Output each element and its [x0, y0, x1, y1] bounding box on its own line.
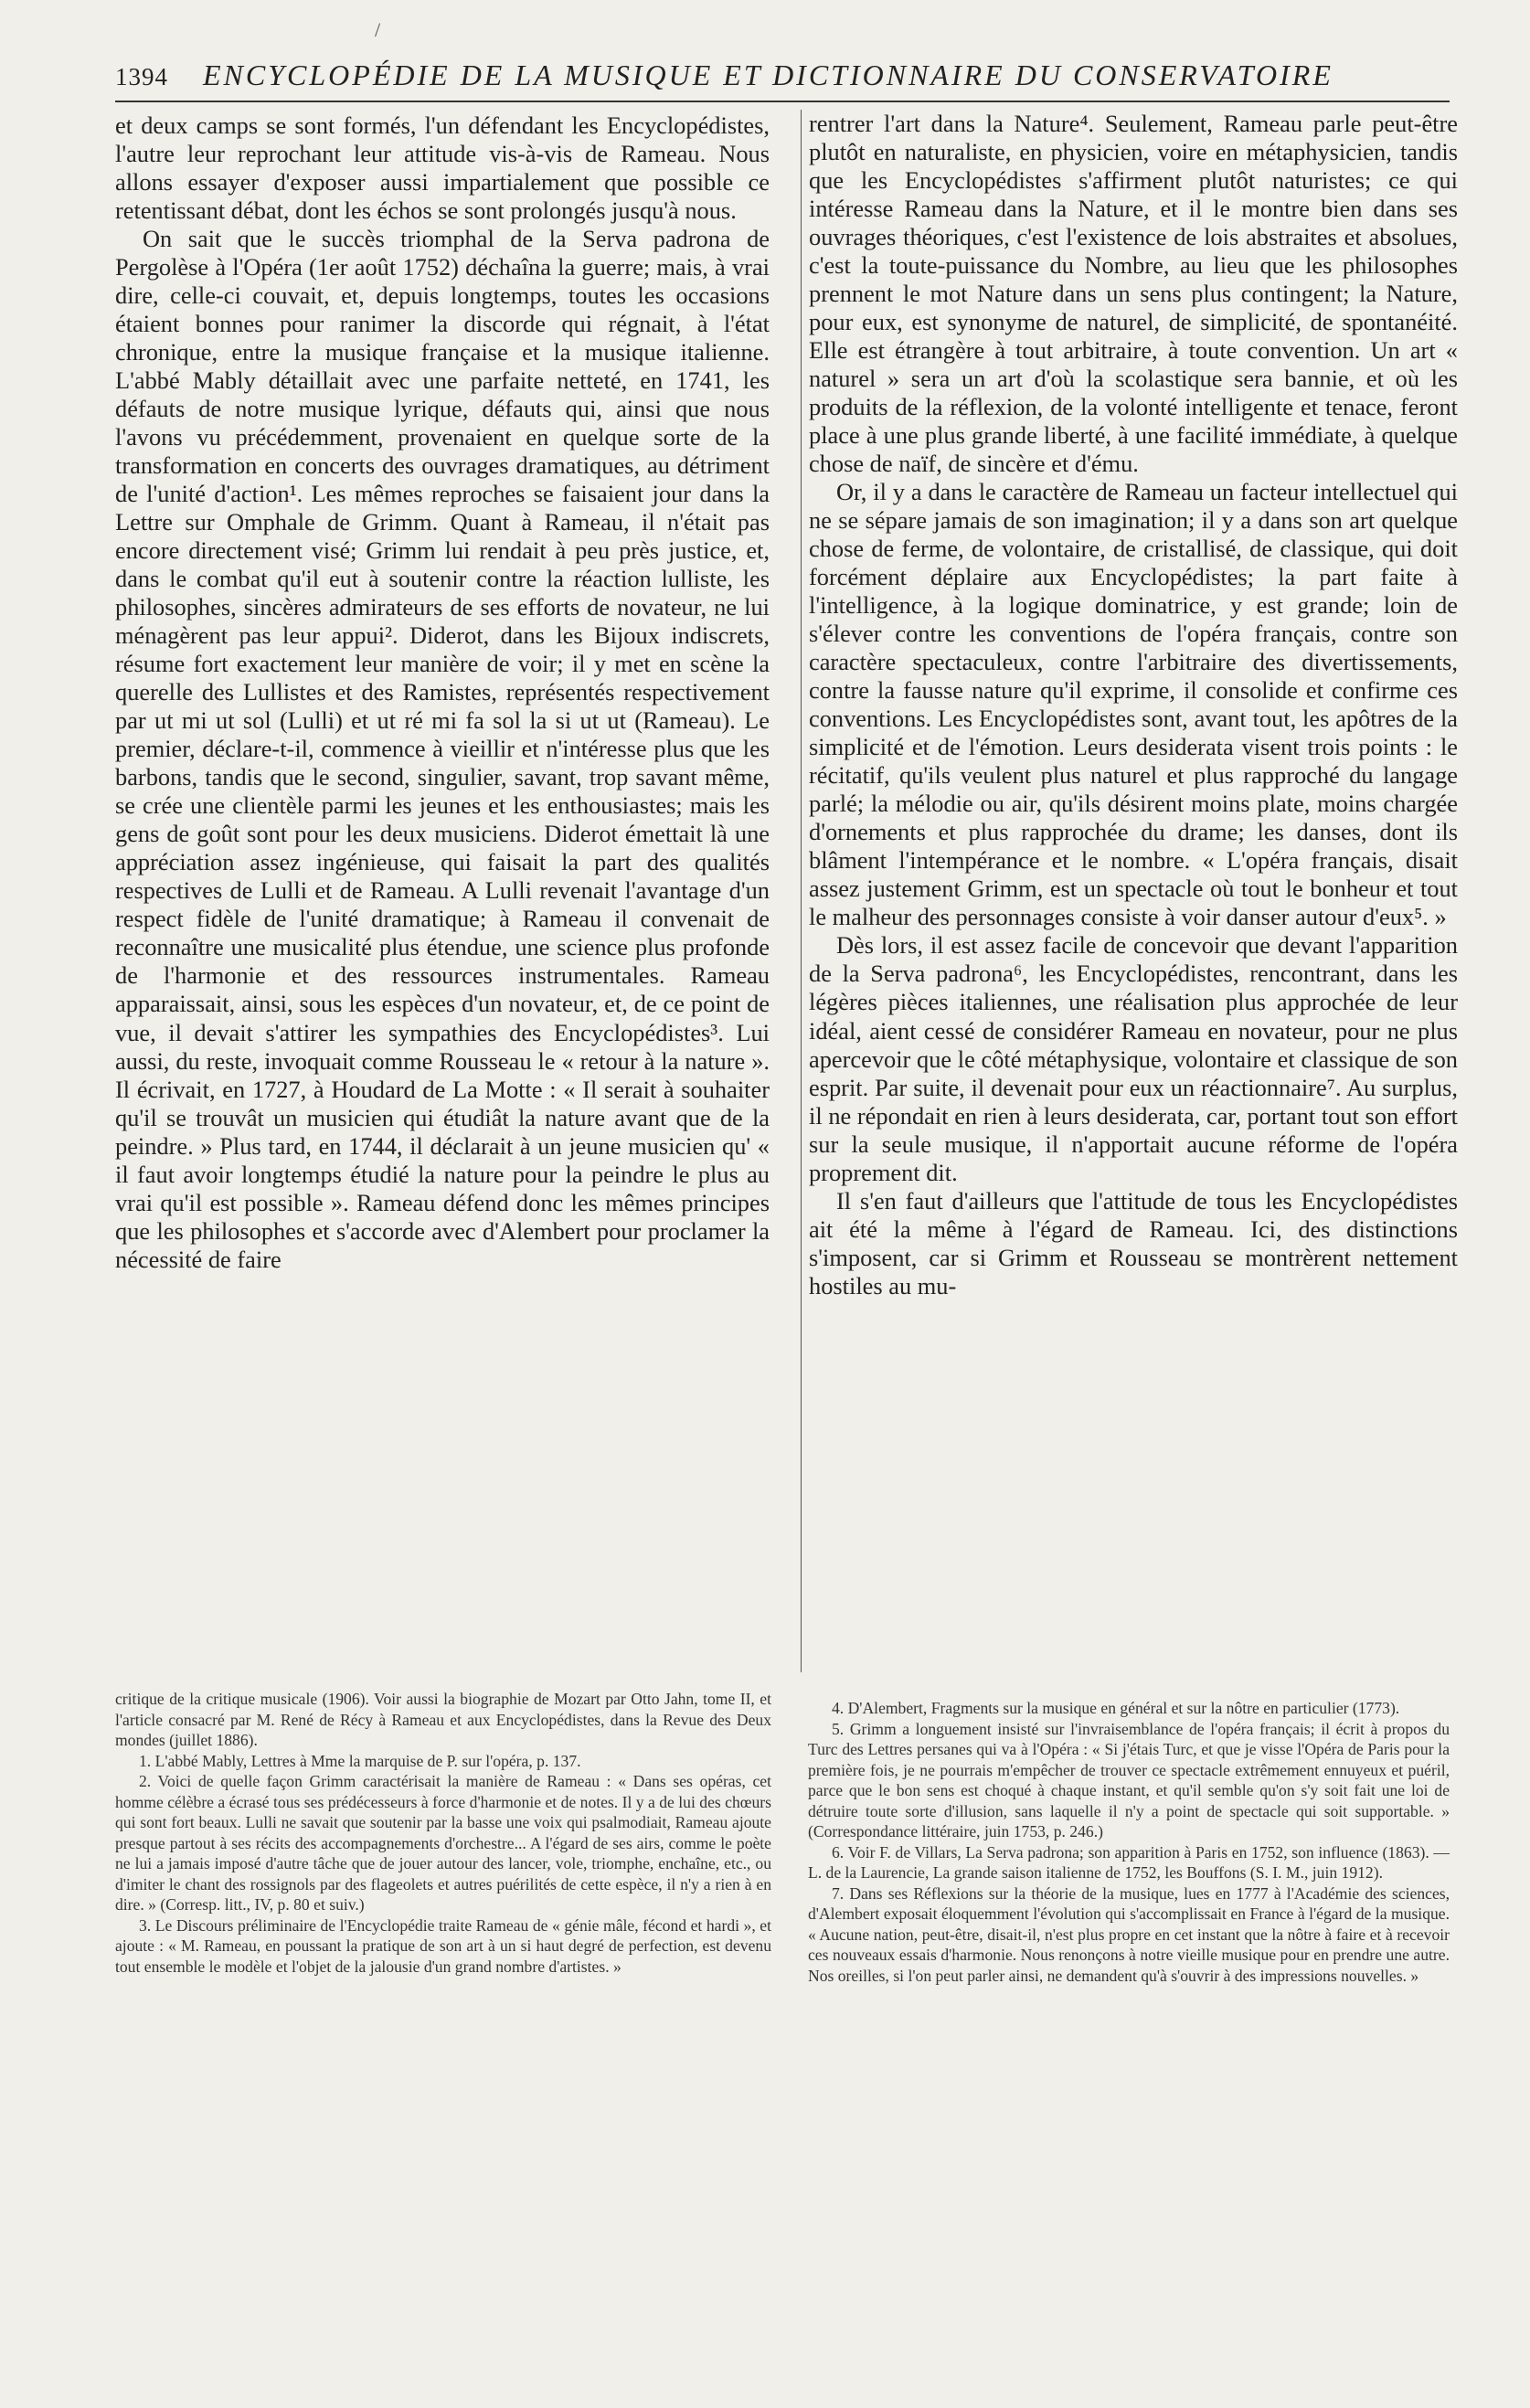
right-paragraph-4: Il s'en faut d'ailleurs que l'attitude de tous les Encyclopédistes ait été la même à l'égard de Rameau. Ici, des distinctions s'imposent, car si Grimm et Rousseau se montrèrent nettement hostiles au mu- [809, 1186, 1458, 1299]
left-column [115, 111, 770, 1274]
footnote-7: 7. Dans ses Réflexions sur la théorie de la musique, lues en 1777 à l'Académie des sciences, d'Alembert exposait éloquemment l'évolution qui s'accomplissait en France à l'égard de la musique. « Aucune nation, peut-être, disait-il, n'est plus propre en cet instant que la nôtre à faire et à recevoir ces nouveaux essais d'harmonie. Nous renonçons à notre vieille musique pour en prendre une autre. Nos oreilles, si l'on peut parler ainsi, ne demandent qu'à s'ouvrir à des impressions nouvelles. » [808, 1883, 1450, 1985]
page-number: 1394 [115, 63, 168, 90]
footnote-3: 3. Le Discours préliminaire de l'Encyclopédie traite Rameau de « génie mâle, fécond et hardi », et ajoute : « M. Rameau, en poussant la pratique de son art à un si haut degré de perfection, est devenu tout ensemble le modèle et l'objet de la jalousie d'un grand nombre d'artistes. » [115, 1915, 771, 1976]
running-title: ENCYCLOPÉDIE DE LA MUSIQUE ET DICTIONNAIRE DU CONSERVATOIRE [203, 58, 1333, 91]
top-mark: / [375, 18, 381, 41]
footnote-6: 6. Voir F. de Villars, La Serva padrona; son apparition à Paris en 1752, son influence (1863). — L. de la Laurencie, La grande saison italienne de 1752, les Bouffons (S. I. M., juin 1912). [808, 1842, 1450, 1883]
footnote-4: 4. D'Alembert, Fragments sur la musique en général et sur la nôtre en particulier (1773). [832, 1699, 1400, 1717]
footnote-2: 2. Voici de quelle façon Grimm caractérisait la manière de Rameau : « Dans ses opéras, cet homme célèbre a écrasé tous ses prédécesseurs à force d'harmonie et de notes. Il y a de lui des chœurs qui sont fort beaux. Lulli ne savait que soutenir par la basse une voix qui psalmodiait, Rameau ajoute presque partout à ses récits des accompagnements d'orchestre... A l'égard de ses airs, comme le poète ne lui a jamais imposé d'autre tâche que de jouer autour des lancer, vole, triomphe, enchaîne, etc., ou d'imiter le chant des rossignols par des flageolets et autres puérilités de cette espèce, il n'y a rien à en dire. » (Corresp. litt., IV, p. 80 et suiv.) [115, 1772, 771, 1915]
right-column [801, 110, 1458, 1672]
right-paragraph-1: rentrer l'art dans la Nature⁴. Seulement, Rameau parle peut-être plutôt en naturaliste, en physicien, voire en métaphysicien, tandis que les Encyclopédistes s'affirment plutôt naturistes; ce qui intéresse Rameau dans la Nature, et il le montre bien dans ses ouvrages théoriques, c'est l'existence de lois abstraites et absolues, c'est la toute-puissance du Nombre, au lieu que les philosophes prennent le mot Nature dans un sens plus contingent; la Nature, pour eux, est synonyme de naturel, de simplicité, de spontanéité. Elle est étrangère à tout arbitraire, à toute convention. Un art « naturel » sera un art d'où la scolastique sera bannie, et où les produits de la réflexion, de la volonté intelligente et tenace, feront place à une plus grande liberté, à une facilité immédiate, à quelque chose de naïf, de sincère et d'ému. [809, 110, 1458, 478]
right-paragraph-2: Or, il y a dans le caractère de Rameau un facteur intellectuel qui ne se sépare jamais de son imagination; il y a dans son art quelque chose de ferme, de volontaire, de cristallisé, de classique, qui doit forcément déplaire aux Encyclopédistes; la part faite à l'intelligence, à la logique dominatrice, y est grande; loin de s'élever contre les conventions de l'opéra français, contre son caractère spectaculeux, contre l'arbitraire des divertissements, contre la fausse nature qu'il exprime, il consolide et confirme ces conventions. Les Encyclopédistes sont, avant tout, les apôtres de la simplicité et de l'émotion. Leurs desiderata visent trois points : le récitatif, qu'ils veulent plus naturel et plus rapproché du langage parlé; la mélodie ou air, qu'ils désirent moins plate, moins chargée d'ornements et plus rapprochée du drame; les danses, dont ils blâment l'intempérance et le nombre. « L'opéra français, disait assez justement Grimm, est un spectacle où tout le bonheur et tout le malheur des personnages consiste à voir danser autour d'eux⁵. » [809, 478, 1458, 931]
right-paragraph-3: Dès lors, il est assez facile de concevoir que devant l'apparition de la Serva padrona⁶, les Encyclopédistes, rencontrant, dans les légères pièces italiennes, une réalisation plus approchée de leur idéal, aient cessé de considérer Rameau en novateur, pour ne plus apercevoir que le côté métaphysique, volontaire et classique de son esprit. Par suite, il devenait pour eux un réactionnaire⁷. Au surplus, il ne répondait en rien à leurs desiderata, car, portant tout son effort sur la seule musique, il n'apportait aucune réforme de l'opéra proprement dit. [809, 931, 1458, 1186]
footnote-1: 1. L'abbé Mably, Lettres à Mme la marquise de P. sur l'opéra, p. 137. [139, 1751, 581, 1770]
right-footnotes [808, 1698, 1450, 1986]
left-footnotes [115, 1689, 771, 1977]
footnote-continuation: critique de la critique musicale (1906). Voir aussi la biographie de Mozart par Otto Jahn, tome II, et l'article consacré par M. René de Récy à Rameau et aux Encyclopédistes, dans la Revue des Deux mondes (juillet 1886). [115, 1690, 771, 1750]
left-paragraph-2: On sait que le succès triomphal de la Serva padrona de Pergolèse à l'Opéra (1er août 1752) déchaîna la guerre; mais, à vrai dire, celle-ci couvait, et, depuis longtemps, toutes les occasions étaient bonnes pour ranimer la discorde qui régnait, à l'état chronique, entre la musique française et la musique italienne. L'abbé Mably détaillait avec une parfaite netteté, en 1741, les défauts de notre musique lyrique, défauts qui, ainsi que nous l'avons vu précédemment, provenaient en quelque sorte de la transformation en concerts des ouvrages dramatiques, au détriment de l'unité d'action¹. Les mêmes reproches se faisaient jour dans la Lettre sur Omphale de Grimm. Quant à Rameau, il n'était pas encore directement visé; Grimm lui rendait à peu près justice, et, dans le combat qu'il eut à soutenir contre la réaction lulliste, les philosophes, sincères admirateurs de ses efforts de novateur, ne lui ménagèrent pas leur appui². Diderot, dans les Bijoux indiscrets, résume fort exactement leur manière de voir; il y met en scène la querelle des Lullistes et des Ramistes, représentés respectivement par ut mi ut sol (Lulli) et ut ré mi fa sol la si ut ut (Rameau). Le premier, déclare-t-il, commence à vieillir et n'intéresse plus que les barbons, tandis que le second, singulier, savant, trop savant même, se crée une clientèle parmi les jeunes et les enthousiastes; mais les gens de goût sont pour les deux musiciens. Diderot émettait là une appréciation assez ingénieuse, qui faisait la part des qualités respectives de Lulli et de Rameau. A Lulli revenait l'avantage d'un respect fidèle de l'unité dramatique; à Rameau il convenait de reconnaître une musicalité plus étendue, une science plus profonde de l'harmonie et des ressources instrumentales. Rameau apparaissait, ainsi, sous les espèces d'un novateur, et, de ce point de vue, il devait s'attirer les sympathies des Encyclopédistes³. Lui aussi, du reste, invoquait comme Rousseau le « retour à la nature ». Il écrivait, en 1727, à Houdard de La Motte : « Il serait à souhaiter qu'il se trouvât un musicien qui étudiât la nature avant que de la peindre. » Plus tard, en 1744, il déclarait à un jeune musicien qu' « il faut avoir longtemps étudié la nature pour la peindre le plus au vrai qu'il est possible ». Rameau défend donc les mêmes principes que les philosophes et s'accorde avec d'Alembert pour proclamer la nécessité de faire [115, 225, 770, 1273]
left-paragraph-1: et deux camps se sont formés, l'un défendant les Encyclopédistes, l'autre leur reprochant leur attitude vis-à-vis de Rameau. Nous allons essayer d'exposer aussi impartialement que possible ce retentissant débat, dont les échos se sont prolongés jusqu'à nous. [115, 111, 770, 225]
page-header [115, 58, 1450, 102]
footnote-5: 5. Grimm a longuement insisté sur l'invraisemblance de l'opéra français; il écrit à propos du Turc des Lettres persanes qui va à l'Opéra : « Si j'étais Turc, et que je visse l'Opéra de Paris pour la première fois, je ne pourrais m'empêcher de trouver ce spectacle extrêmement ennuyeux et puéril, parce que le bon sens est choqué à chaque instant, et qu'il semble qu'on s'y soit fait une loi de détruire toute sorte d'illusion, sans laquelle il n'y a point de spectacle qui soit supportable. » (Correspondance littéraire, juin 1753, p. 246.) [808, 1719, 1450, 1841]
